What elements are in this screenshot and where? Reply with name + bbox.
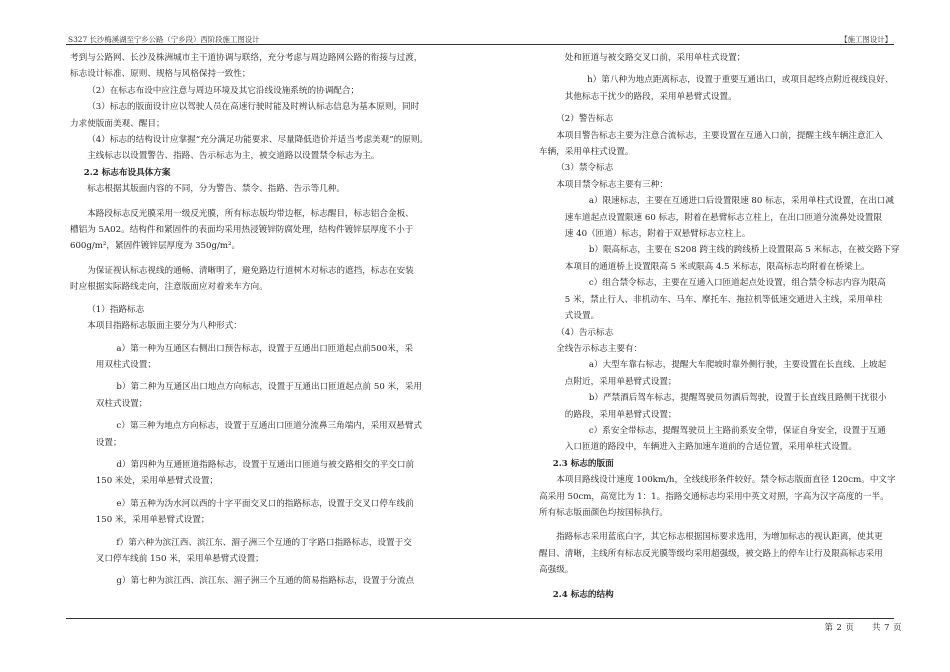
- text-line: 本项目警告标志主要为注意合流标志，主要设置在互通入口前，提醒主线车辆注意汇入: [556, 130, 883, 141]
- text-line: 标志设计标准、原则、规格与风格保持一致性；: [70, 69, 251, 80]
- text-line: 600g/m²，紧固件镀锌层厚度为 350g/m²。: [70, 241, 241, 252]
- page-number: 第 2 页 共 7 页: [824, 622, 902, 632]
- text-line: （2）警告标志: [556, 114, 614, 125]
- text-line: h）第八种为地点距离标志，设置于重要互通出口，或项目起终点附近视线良好、: [587, 75, 894, 86]
- document-header-title: S327 长沙梅溪湖至宁乡公路（宁乡段）西阶段施工图设计: [68, 35, 260, 44]
- text-line: 槽铝为 5A02。结构件和紧固件的表面均采用热浸镀锌防腐处理，结构件镀锌层厚度不小于: [70, 225, 414, 236]
- text-line: 标志根据其版面内容的不同，分为警告、禁令、指路、告示等几种。: [87, 184, 346, 195]
- section-heading: 2.3 标志的版面: [552, 458, 614, 469]
- text-line: c）系安全带标志，提醒驾驶员上主路前系安全带，保证自身安全，设置于互通: [588, 425, 886, 436]
- text-line: a）大型车靠右标志，提醒大车爬坡时靠外侧行驶，主要设置在长直线、上坡起: [588, 360, 887, 371]
- text-line: 主线标志以设置警告、指路、告示标志为主，被交道路以设置禁令标志为主。: [87, 151, 380, 162]
- text-line: d）第四种为互通匝道指路标志，设置于互通出口匝道与被交路相交的平交口前: [116, 459, 415, 470]
- text-line: 式设置。: [564, 311, 600, 322]
- text-line: a）限速标志，主要在互通进口后设置限速 80 标志，采用单柱式设置，在出口减: [588, 196, 894, 207]
- text-line: 考到与公路网、长沙及株洲城市主干道协调与联络，充分考虑与周边路网公路的衔接与过渡，: [70, 53, 423, 63]
- text-line: 高采用 50cm，高宽比为 1：1。指路交通标志均采用中英文对照，字高为汉字高度的一半。: [539, 491, 889, 502]
- right-text-column: [539, 50, 911, 603]
- text-line: 本项目路线设计速度 100km/h，全线线形条件较好。禁令标志版面直径 120cm。中文字: [556, 475, 896, 486]
- header-rule: [66, 44, 894, 45]
- text-line: 的路段，采用单悬臂式设置；: [564, 409, 677, 420]
- text-line: 本路段标志反光膜采用一级反光膜，所有标志版均带边框，标志醒目，标志铝合金板、: [87, 208, 414, 219]
- text-line: 5 米，禁止行人、非机动车、马车、摩托车、拖拉机等低速交通进入主线，采用单柱: [564, 294, 883, 305]
- text-line: 点附近，采用单悬臂式设置；: [564, 376, 677, 387]
- text-line: 为保证视认标志视线的通畅、清晰明了，避免路边行道树木对标志的遮挡，标志在安装: [87, 265, 414, 276]
- text-line: 入口匝道的路段中，车辆进入主路加速车道前的合适位置，采用单柱式设置。: [564, 442, 857, 453]
- text-line: （3）禁令标志: [556, 163, 614, 174]
- text-line: e）第五种为沩水河以西的十字平面交叉口的指路标志，设置于交叉口停车线前: [116, 498, 414, 509]
- section-heading: 2.4 标志的结构: [552, 589, 614, 600]
- document-header-stage: 【施工图设计】: [840, 35, 892, 44]
- left-text-column: [70, 50, 462, 590]
- text-line: 处和匝道与被交路交叉口前，采用单柱式设置；: [564, 53, 746, 63]
- text-line: （4）标志的结构设计应掌握“充分满足功能要求、尽量降低造价并适当考虑美观”的原则。: [87, 135, 429, 146]
- text-line: c）组合禁令标志，主要在互通入口匝道起点处设置，组合禁令标志内容为限高: [588, 278, 886, 289]
- text-line: 本项目禁令标志主要有三种：: [556, 179, 668, 190]
- text-line: 力求使版面美观、醒目；: [70, 118, 165, 129]
- text-line: 全线告示标志主要有：: [556, 343, 643, 354]
- text-line: 本项目的通道桥上设置限高 5 米或限高 4.5 米标志，限高标志均附着在桥梁上。: [564, 261, 870, 272]
- text-line: b）限高标志，主要在 S208 跨主线的跨线桥上设置限高 5 米标志，在被交路下穿: [588, 245, 900, 256]
- footer-rule: [66, 618, 894, 619]
- text-line: 其他标志干扰少的路段，采用单悬臂式设置。: [564, 91, 737, 102]
- text-line: 指路标志采用蓝底白字，其它标志根据国标要求选用，为增加标志的视认距离，使其更: [556, 532, 883, 543]
- text-line: 双柱式设置；: [95, 398, 148, 409]
- text-line: 车辆，采用单柱式设置。: [539, 147, 634, 158]
- text-line: （3）标志的版面设计应以驾驶人员在高速行驶时能及时辨认标志信息为基本原则，同时: [87, 102, 420, 113]
- text-line: 本项目指路标志版面主要分为八种形式：: [87, 321, 242, 332]
- text-line: 用双柱式设置；: [95, 359, 156, 370]
- text-line: 150 米，采用单悬臂式设置；: [95, 515, 210, 526]
- text-line: 醒目、清晰，主线所有标志反光膜等级均采用超强级，被交路上的停车让行及限高标志采用: [539, 548, 883, 559]
- paragraph-spacer: [539, 521, 911, 529]
- paragraph-spacer: [539, 579, 911, 587]
- text-line: 所有标志版面颜色均按国标执行。: [539, 507, 668, 518]
- text-line: c）第三种为地点方向标志，设置于互通出口匝道分流鼻三角端内，采用双悬臂式: [116, 421, 423, 432]
- section-heading: 2.2 标志布设具体方案: [83, 167, 171, 178]
- text-line: （1）指路标志: [87, 304, 145, 315]
- paragraph-spacer: [70, 255, 462, 263]
- text-line: 时应根据实际路线走向，注意版面应对着来车方向。: [70, 282, 268, 293]
- text-line: a）第一种为互通区右侧出口预告标志，设置于互通出口匝道起点前500米，采: [116, 343, 413, 354]
- paragraph-spacer: [70, 198, 462, 206]
- text-line: g）第七种为滨江西、滨江东、湄子洲三个互通的简易指路标志，设置于分流点: [116, 576, 415, 587]
- text-line: b）第二种为互通区出口地点方向标志，设置于互通出口匝道起点前 50 米，采用: [116, 382, 422, 393]
- text-line: 叉口停车线前 150 米，采用单悬臂式设置；: [95, 553, 264, 564]
- text-line: （4）告示标志: [556, 327, 614, 338]
- text-line: 150 米处，采用单悬臂式设置；: [95, 476, 219, 487]
- text-line: 设置；: [95, 437, 122, 448]
- text-line: 速 40（匝道）标志，附着于双悬臂标志立柱上。: [564, 229, 751, 240]
- text-line: 速车道起点设置限速 60 标志，附着在悬臂标志立柱上，在出口匝道分流鼻处设置限: [564, 212, 882, 223]
- text-line: f）第六种为滨江西、滨江东、湄子洲三个互通的丁字路口指路标志，设置于交: [116, 537, 412, 548]
- text-line: 高强级。: [539, 565, 574, 576]
- text-line: b）严禁酒后驾车标志，提醒驾驶员勿酒后驾驶，设置于长直线且路侧干扰很小: [588, 393, 887, 404]
- text-line: （2）在标志布设中应注意与周边环境及其它沿线设施系统的协调配合；: [87, 85, 360, 96]
